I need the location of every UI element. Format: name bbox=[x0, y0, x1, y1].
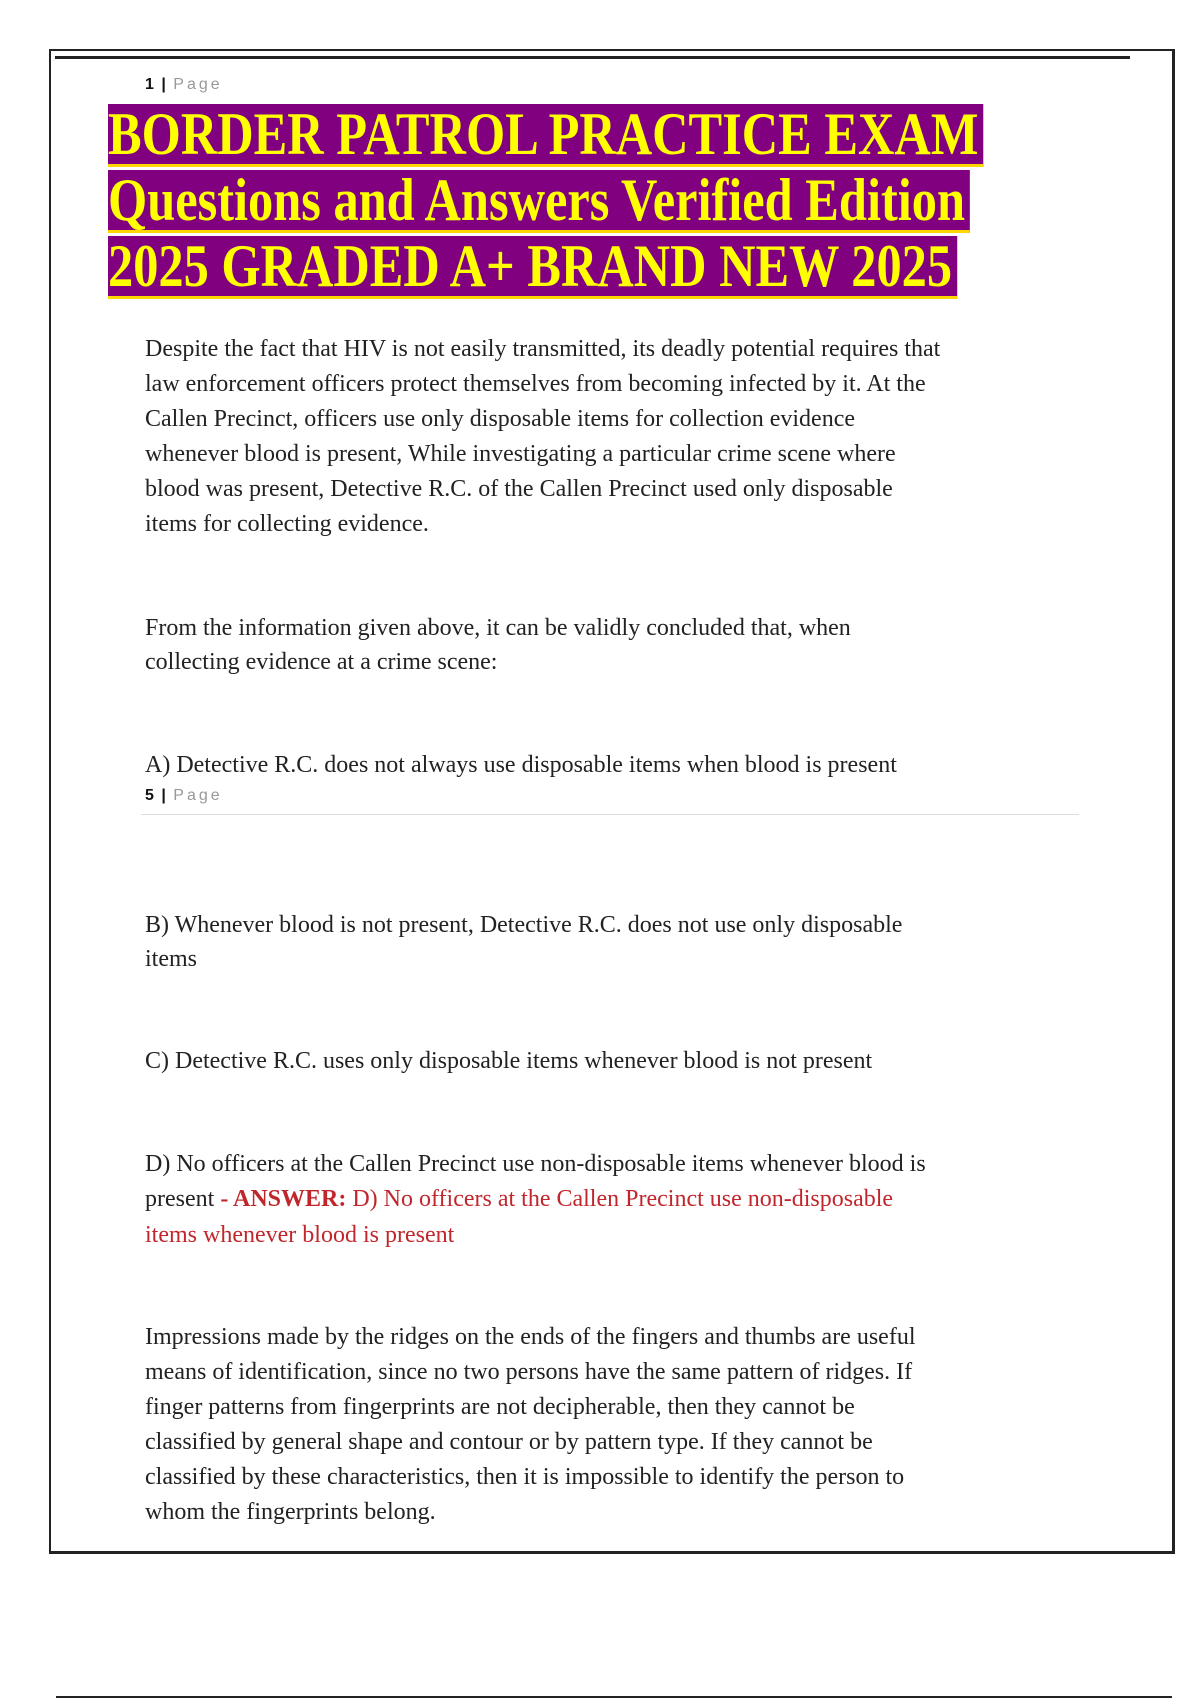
page-number-1: 1 | Page bbox=[145, 76, 223, 93]
text-line: classified by these characteristics, then it is impossible to identify the person to bbox=[145, 1464, 905, 1490]
text-line: Despite the fact that HIV is not easily transmitted, its deadly potential requires that bbox=[145, 336, 941, 362]
answer-text: items whenever blood is present bbox=[145, 1222, 455, 1248]
header-rule bbox=[55, 56, 1130, 59]
text-line: items bbox=[145, 946, 197, 972]
title-line-2: Questions and Answers Verified Edition bbox=[108, 170, 1134, 230]
text-line: classified by general shape and contour or by pattern type. If they cannot be bbox=[145, 1429, 873, 1455]
text-line: Impressions made by the ridges on the ends of the fingers and thumbs are useful bbox=[145, 1324, 916, 1350]
page-number-5: 5 | Page bbox=[145, 787, 223, 804]
option-c: C) Detective R.C. uses only disposable items whenever blood is not present bbox=[145, 1048, 873, 1074]
text-line: collecting evidence at a crime scene: bbox=[145, 649, 498, 675]
option-a: A) Detective R.C. does not always use disposable items when blood is present bbox=[145, 752, 897, 778]
page-break-rule bbox=[141, 814, 1079, 815]
text-line: means of identification, since no two persons have the same pattern of ridges. If bbox=[145, 1359, 913, 1385]
text-line: items for collecting evidence. bbox=[145, 511, 429, 537]
text-line: From the information given above, it can be validly concluded that, when bbox=[145, 615, 851, 641]
text-line: whom the fingerprints belong. bbox=[145, 1499, 436, 1525]
answer-label: - ANSWER: bbox=[220, 1186, 347, 1212]
text-line: present - ANSWER: D) No officers at the Callen Precinct use non-disposable bbox=[145, 1186, 894, 1212]
text-line: law enforcement officers protect themselves from becoming infected by it. At the bbox=[145, 371, 926, 397]
title-line-3: 2025 GRADED A+ BRAND NEW 2025 bbox=[108, 236, 1119, 296]
title-line-1: BORDER PATROL PRACTICE EXAM bbox=[108, 104, 1150, 164]
text-line: blood was present, Detective R.C. of the Callen Precinct used only disposable bbox=[145, 476, 893, 502]
text-line: D) No officers at the Callen Precinct use non-disposable items whenever blood is bbox=[145, 1151, 926, 1177]
text-line: B) Whenever blood is not present, Detective R.C. does not use only disposable bbox=[145, 912, 903, 938]
text-line: whenever blood is present, While investigating a particular crime scene where bbox=[145, 441, 896, 467]
text-line: Callen Precinct, officers use only disposable items for collection evidence bbox=[145, 406, 856, 432]
next-page-rule bbox=[56, 1696, 1172, 1698]
text-line: finger patterns from fingerprints are not decipherable, then they cannot be bbox=[145, 1394, 855, 1420]
